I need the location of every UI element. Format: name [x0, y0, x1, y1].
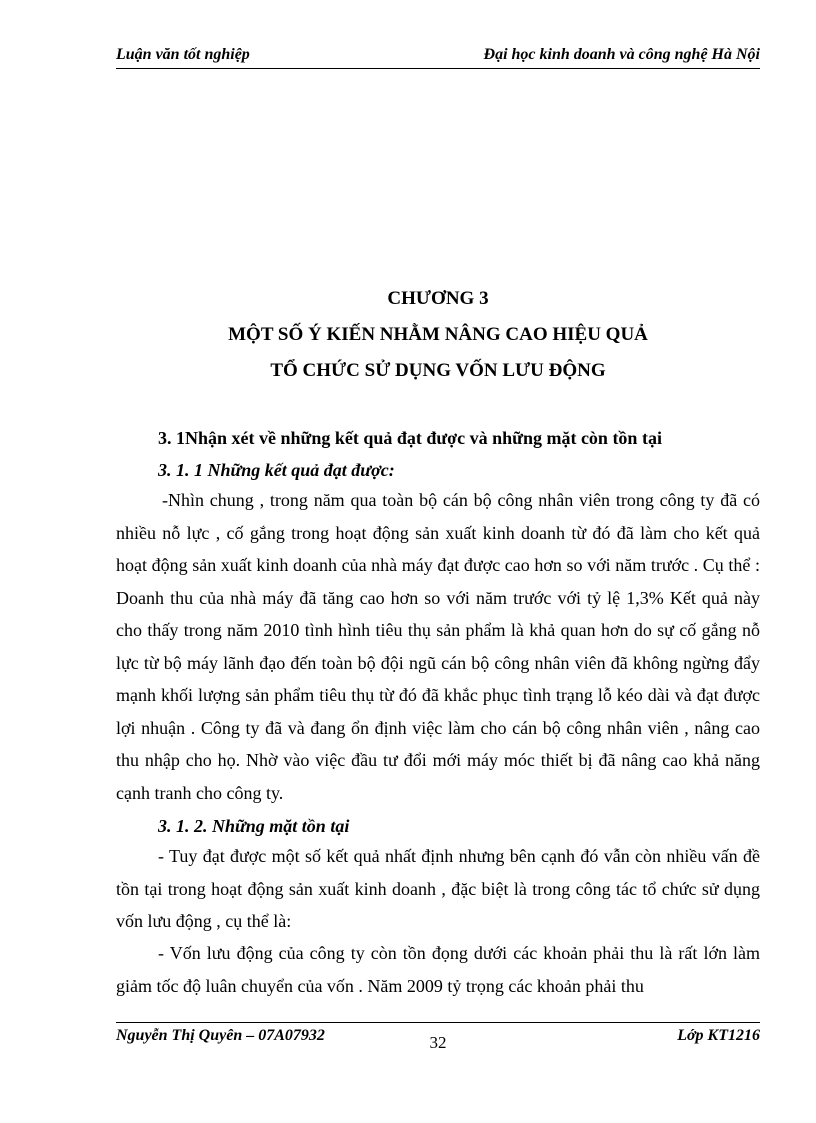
- page-header: [116, 46, 760, 69]
- paragraph-results: -Nhìn chung , trong năm qua toàn bộ cán bộ công nhân viên trong công ty đã có nhiều nỗ lực , cố gắng trong hoạt động sản xuất kinh doanh từ đó đã làm cho kết quả hoạt động sản xuất kinh doanh của nhà máy đạt được cao hơn so với năm trước . Cụ thể : Doanh thu của nhà máy đã tăng cao hơn so với năm trước với tỷ lệ 1,3% Kết quả này cho thấy trong năm 2010 tình hình tiêu thụ sản phẩm là khả quan hơn do sự cố gắng nỗ lực từ bộ máy lãnh đạo đến toàn bộ đội ngũ cán bộ công nhân viên đã không ngừng đẩy mạnh khối lượng sản phẩm tiêu thụ từ đó đã khắc phục tình trạng lỗ kéo dài và đạt được lợi nhuận . Công ty đã và đang ổn định việc làm cho cán bộ công nhân viên , nâng cao thu nhập cho họ. Nhờ vào việc đầu tư đổi mới máy móc thiết bị đã nâng cao khả năng cạnh tranh cho công ty.: [116, 490, 760, 803]
- chapter-title-line-2: TỔ CHỨC SỬ DỤNG VỐN LƯU ĐỘNG: [270, 360, 606, 381]
- subsection-heading-shortcomings: 3. 1. 2. Những mặt tồn tại: [158, 816, 350, 836]
- subsection-heading-results: 3. 1. 1 Những kết quả đạt được:: [158, 460, 395, 480]
- header-university-name: Đại học kinh doanh và công nghệ Hà Nội: [483, 46, 760, 63]
- page-number: 32: [429, 1033, 447, 1052]
- chapter-number: CHƯƠNG 3: [387, 288, 489, 309]
- header-thesis-label: Luận văn tốt nghiệp: [116, 46, 250, 63]
- paragraph-shortcomings: - Tuy đạt được một số kết quả nhất định nhưng bên cạnh đó vẫn còn nhiều vấn đề tồn tại trong hoạt động sản xuất kinh doanh , đặc biệt là trong công tác tổ chức sử dụng vốn lưu động , cụ thể là:: [116, 846, 760, 931]
- page-footer: [116, 1022, 760, 1052]
- footer-class: Lớp KT1216: [677, 1027, 760, 1044]
- section-heading: 3. 1Nhận xét về những kết quả đạt được và những mặt còn tồn tại: [158, 428, 662, 448]
- paragraph-receivables: - Vốn lưu động của công ty còn tồn đọng dưới các khoản phải thu là rất lớn làm giảm tốc độ luân chuyển của vốn . Năm 2009 tỷ trọng các khoản phải thu: [116, 943, 760, 996]
- footer-author: Nguyễn Thị Quyên – 07A07932: [116, 1027, 325, 1044]
- chapter-title-line-1: MỘT SỐ Ý KIẾN NHẰM NÂNG CAO HIỆU QUẢ: [228, 324, 648, 345]
